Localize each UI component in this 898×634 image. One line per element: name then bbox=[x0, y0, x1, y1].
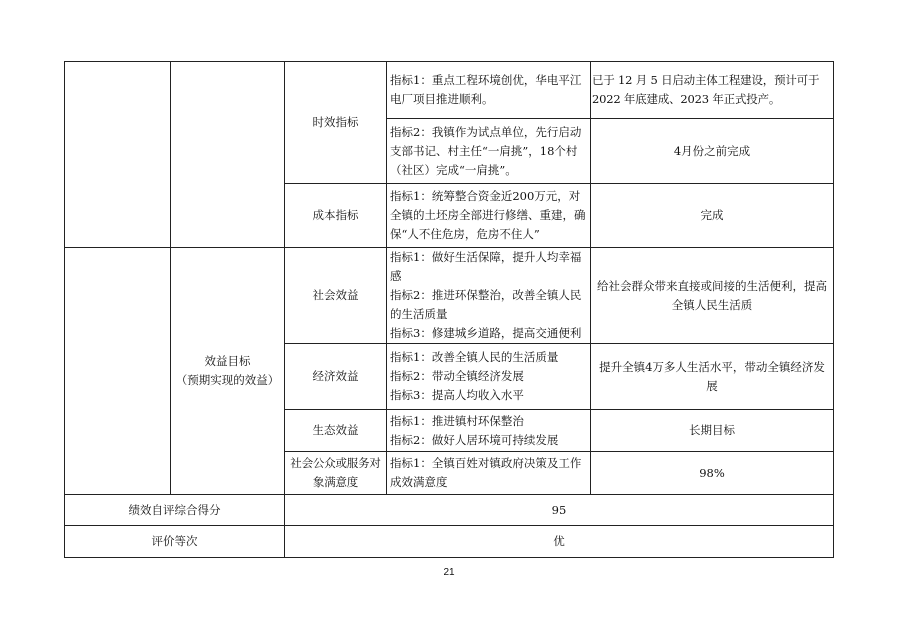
economic-category: 经济效益 bbox=[285, 344, 387, 410]
social-indicator-1: 指标1：做好生活保障，提升人均幸福感 bbox=[390, 250, 582, 283]
economic-indicator-2: 指标2：带动全镇经济发展 bbox=[390, 369, 524, 383]
timeliness-indicator-2: 指标2：我镇作为试点单位，先行启动支部书记、村主任“一肩挑”，18个村（社区）完成“一肩挑”。 bbox=[387, 119, 591, 184]
economic-indicator-3: 指标3：提高人均收入水平 bbox=[390, 388, 524, 402]
first-level-cell bbox=[65, 62, 171, 248]
score-value: 95 bbox=[285, 495, 834, 526]
social-indicators bbox=[387, 248, 591, 344]
social-category: 社会效益 bbox=[285, 248, 387, 344]
outcome-goal-cell bbox=[171, 248, 285, 495]
cost-category: 成本指标 bbox=[285, 184, 387, 248]
economic-indicator-1: 指标1：改善全镇人民的生活质量 bbox=[390, 350, 559, 364]
rating-value: 优 bbox=[285, 526, 834, 558]
satisfaction-indicator: 指标1：全镇百姓对镇政府决策及工作成效满意度 bbox=[387, 452, 591, 495]
social-value: 给社会群众带来直接或间接的生活便利，提高全镇人民生活质 bbox=[591, 248, 834, 344]
social-indicator-2: 指标2：推进环保整治，改善全镇人民的生活质量 bbox=[390, 288, 582, 321]
cost-value: 完成 bbox=[591, 184, 834, 248]
score-row bbox=[65, 495, 834, 526]
timeliness-row-1 bbox=[65, 62, 834, 119]
output-goal-cell bbox=[171, 62, 285, 248]
economic-value: 提升全镇4万多人生活水平，带动全镇经济发展 bbox=[591, 344, 834, 410]
social-row bbox=[65, 248, 834, 344]
timeliness-value-2: 4月份之前完成 bbox=[591, 119, 834, 184]
ecological-value: 长期目标 bbox=[591, 410, 834, 452]
timeliness-category: 时效指标 bbox=[285, 62, 387, 184]
timeliness-value-1: 已于 12 月 5 日启动主体工程建设，预计可于 2022 年底建成、2023 年正式投产。 bbox=[591, 62, 834, 119]
page-number: 21 bbox=[443, 567, 455, 578]
empty-cell bbox=[65, 248, 171, 495]
outcome-goal-subtitle: （预期实现的效益） bbox=[175, 373, 280, 387]
performance-table bbox=[64, 61, 834, 558]
score-label: 绩效自评综合得分 bbox=[65, 495, 285, 526]
economic-indicators bbox=[387, 344, 591, 410]
ecological-indicators bbox=[387, 410, 591, 452]
cost-indicator: 指标1：统筹整合资金近200万元，对全镇的土坯房全部进行修缮、重建，确保“人不住危房，危房不住人” bbox=[387, 184, 591, 248]
ecological-indicator-1: 指标1：推进镇村环保整治 bbox=[390, 413, 524, 428]
ecological-category: 生态效益 bbox=[285, 410, 387, 452]
rating-label: 评价等次 bbox=[65, 526, 285, 558]
outcome-goal-title: 效益目标 bbox=[204, 354, 251, 368]
timeliness-indicator-1: 指标1：重点工程环境创优，华电平江电厂项目推进顺利。 bbox=[387, 62, 591, 119]
satisfaction-value: 98% bbox=[591, 452, 834, 495]
social-indicator-3: 指标3：修建城乡道路，提高交通便利 bbox=[390, 326, 582, 340]
rating-row bbox=[65, 526, 834, 558]
ecological-indicator-2: 指标2：做好人居环境可持续发展 bbox=[390, 432, 559, 447]
satisfaction-category: 社会公众或服务对象满意度 bbox=[285, 452, 387, 495]
